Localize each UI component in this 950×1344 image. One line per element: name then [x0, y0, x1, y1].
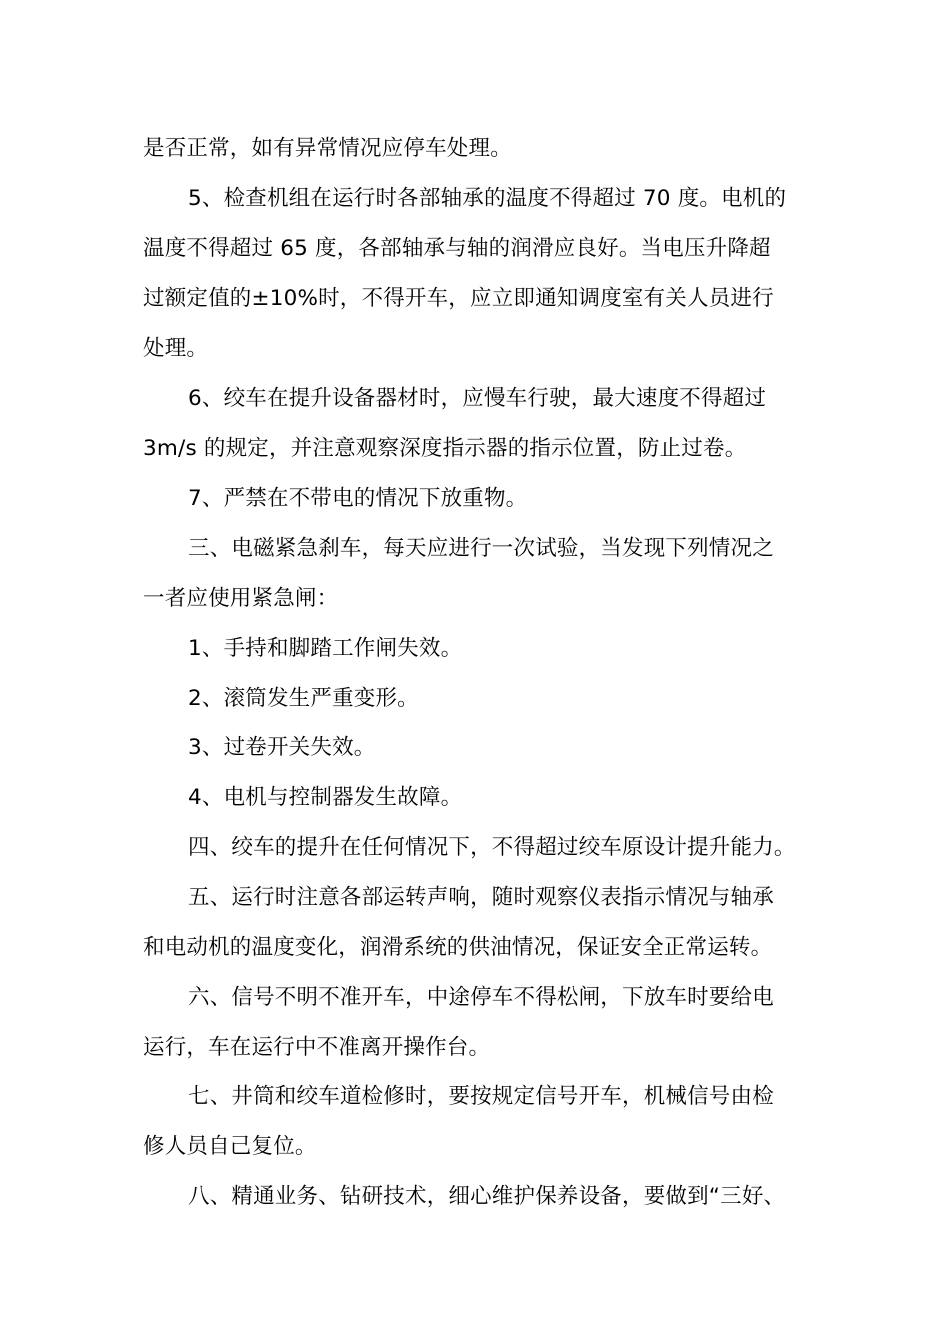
- text-line: 一者应使用紧急闸：: [143, 586, 339, 611]
- text-line: 1、手持和脚踏工作闸失效。: [188, 636, 463, 661]
- text-line: 和电动机的温度变化，润滑系统的供油情况，保证安全正常运转。: [143, 935, 773, 960]
- text-line: 5、检查机组在运行时各部轴承的温度不得超过 70 度。电机的: [188, 186, 787, 211]
- text-line: 六、信号不明不准开车，中途停车不得松闸，下放车时要给电: [188, 985, 774, 1010]
- text-line: 三、电磁紧急刹车，每天应进行一次试验，当发现下列情况之: [188, 536, 774, 561]
- text-line: 4、电机与控制器发生故障。: [188, 785, 463, 810]
- text-line: 七、井筒和绞车道检修时，要按规定信号开车，机械信号由检: [188, 1084, 774, 1109]
- text-line: 6、绞车在提升设备器材时，应慢车行驶，最大速度不得超过: [188, 386, 767, 411]
- text-line: 修人员自己复位。: [143, 1134, 317, 1159]
- text-line: 温度不得超过 65 度，各部轴承与轴的润滑应良好。当电压升降超: [143, 236, 771, 261]
- text-line: 处理。: [143, 336, 209, 361]
- text-line: 四、绞车的提升在任何情况下，不得超过绞车原设计提升能力。: [188, 835, 796, 860]
- text-line: 是否正常，如有异常情况应停车处理。: [143, 136, 512, 161]
- text-line: 五、运行时注意各部运转声响，随时观察仪表指示情况与轴承: [188, 885, 774, 910]
- text-line: 过额定值的±10%时，不得开车，应立即通知调度室有关人员进行: [143, 286, 774, 311]
- text-line: 八、精通业务、钻研技术，细心维护保养设备，要做到“三好、: [188, 1184, 786, 1209]
- text-line: 7、严禁在不带电的情况下放重物。: [188, 486, 528, 511]
- text-line: 3m/s 的规定，并注意观察深度指示器的指示位置，防止过卷。: [143, 436, 747, 461]
- text-line: 运行，车在运行中不准离开操作台。: [143, 1035, 491, 1060]
- text-line: 3、过卷开关失效。: [188, 735, 376, 760]
- text-line: 2、滚筒发生严重变形。: [188, 686, 419, 711]
